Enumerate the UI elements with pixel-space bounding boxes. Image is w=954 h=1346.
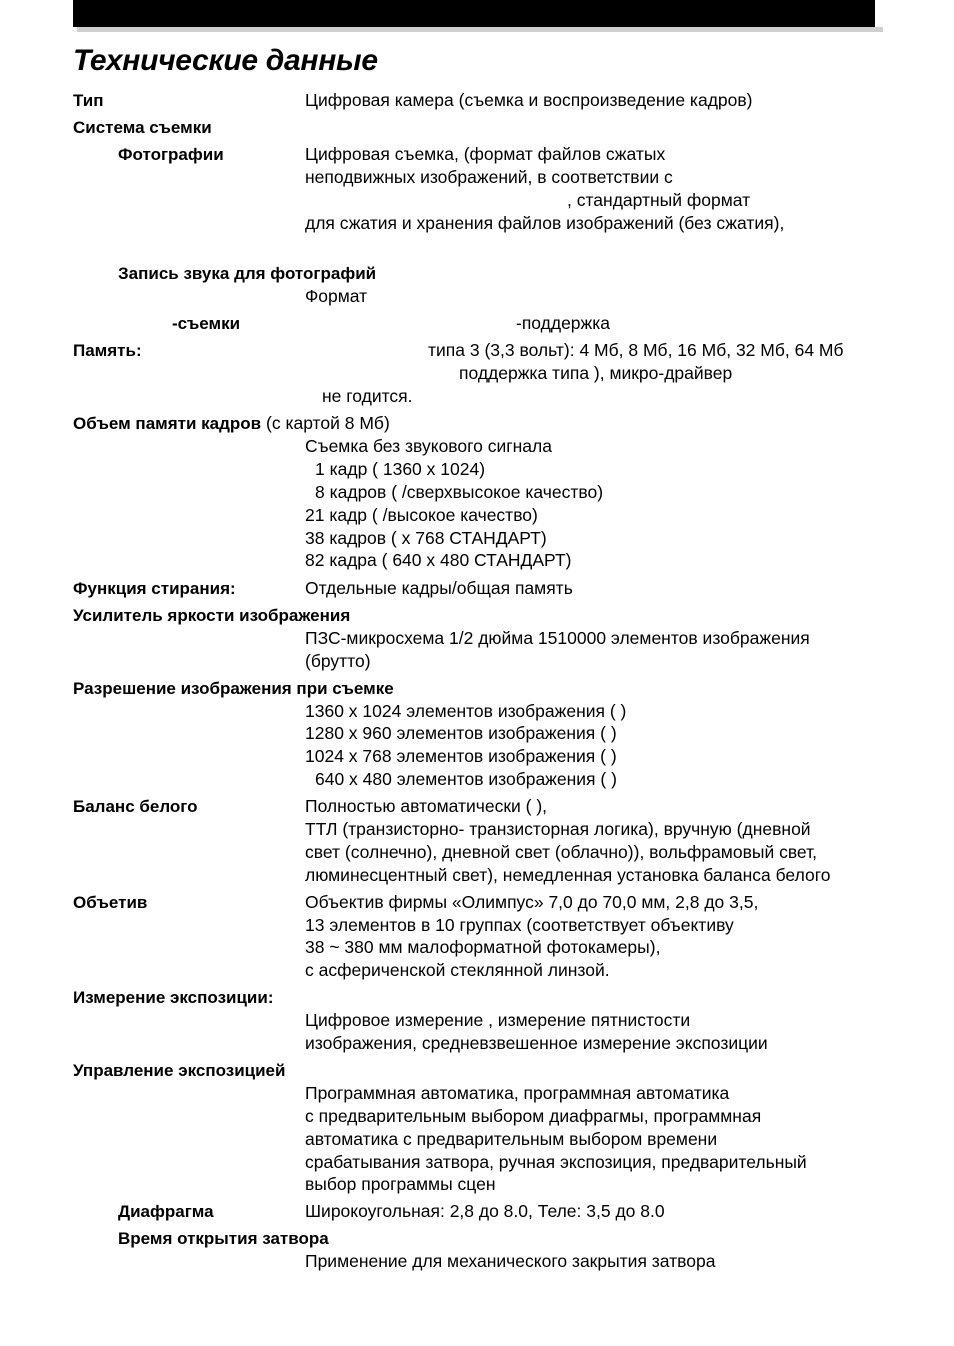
spec-value-memory-line: не годится. [322, 386, 413, 406]
spec-value-exposure-control-line: с предварительным выбором диафрагмы, программная [305, 1106, 762, 1126]
spec-value-lens-line: 38 ~ 380 мм малоформатной фотокамеры), [305, 937, 661, 957]
spec-value-capacity-line: Съемка без звукового сигнала [305, 436, 552, 456]
spec-value-capacity-line: 38 кадров ( x 768 СТАНДАРТ) [305, 528, 547, 548]
spec-label-white-balance: Баланс белого [73, 797, 198, 816]
spec-value-metering-line: Цифровое измерение , измерение пятнистости [305, 1010, 691, 1030]
spec-value-resolution-line: 640 x 480 элементов изображения ( ) [315, 769, 617, 789]
spec-value-lens-line: Объектив фирмы «Олимпус» 7,0 до 70,0 мм, 2,8 до 3,5, [305, 892, 759, 912]
spec-label-capacity: Объем памяти кадров [73, 414, 262, 433]
spec-value-photos-line: Цифровая съемка, (формат файлов сжатых [305, 144, 666, 164]
spec-label-shutter: Время открытия затвора [118, 1229, 329, 1248]
spec-label-metering: Измерение экспозиции: [73, 988, 274, 1007]
spec-value-aperture: Широкоугольная: 2,8 до 8.0, Теле: 3,5 до 8.0 [305, 1201, 665, 1221]
spec-value-shooting: -поддержка [516, 313, 611, 333]
header-bar [73, 0, 875, 27]
spec-label-erase: Функция стирания: [73, 579, 236, 598]
spec-value-resolution-line: 1360 x 1024 элементов изображения ( ) [305, 701, 627, 721]
spec-label-sound: Запись звука для фотографий [118, 264, 377, 283]
spec-label-memory: Память: [73, 341, 142, 360]
spec-value-metering-line: изображения, средневзвешенное измерение экспозиции [305, 1033, 768, 1053]
spec-label-type: Тип [73, 91, 104, 110]
spec-value-shutter: Применение для механического закрытия затвора [305, 1251, 716, 1271]
spec-label-recording-system: Система съемки [73, 118, 212, 137]
spec-label-lens: Объетив [73, 893, 148, 912]
spec-row-capacity [73, 412, 390, 435]
page-title: Технические данные [73, 44, 378, 77]
spec-value-photos-line: , стандартный формат [567, 190, 751, 210]
spec-value-memory-line: поддержка типа ), микро-драйвер [459, 363, 733, 383]
spec-value-exposure-control-line: автоматика с предварительным выбором времени [305, 1129, 718, 1149]
spec-value-capacity-line: 8 кадров ( /сверхвысокое качество) [315, 482, 604, 502]
spec-value-white-balance-line: Полностью автоматически ( ), [305, 796, 548, 816]
spec-value-lens-line: с асфериченской стеклянной линзой. [305, 960, 610, 980]
spec-value-image-sensor-line: ПЗС-микросхема 1/2 дюйма 1510000 элементов изображения [305, 628, 810, 648]
spec-label-image-sensor: Усилитель яркости изображения [73, 606, 351, 625]
spec-value-capacity-line: 82 кадра ( 640 x 480 СТАНДАРТ) [305, 550, 572, 570]
spec-value-white-balance-line: свет (солнечно), дневной свет (облачно)), вольфрамовый свет, [305, 842, 818, 862]
spec-value-exposure-control-line: выбор программы сцен [305, 1174, 496, 1194]
spec-label-photos: Фотографии [118, 145, 224, 164]
spec-value-resolution-line: 1024 x 768 элементов изображения ( ) [305, 746, 617, 766]
spec-value-type: Цифровая камера (съемка и воспроизведение кадров) [305, 90, 753, 110]
spec-value-lens-line: 13 элементов в 10 группах (соответствует объективу [305, 915, 734, 935]
spec-value-image-sensor-line: (брутто) [305, 651, 371, 671]
spec-value-resolution-line: 1280 x 960 элементов изображения ( ) [305, 723, 617, 743]
spec-value-sound: Формат [305, 286, 368, 306]
spec-value-photos-line: неподвижных изображений, в соответствии с [305, 167, 673, 187]
spec-value-memory-line: типа 3 (3,3 вольт): 4 Мб, 8 Мб, 16 Мб, 32 Мб, 64 Мб [428, 340, 844, 360]
spec-value-white-balance-line: ТТЛ (транзисторно- транзисторная логика), вручную (дневной [305, 819, 811, 839]
spec-value-white-balance-line: люминесцентный свет), немедленная установка баланса белого [305, 865, 831, 885]
header-bar-shadow [77, 27, 883, 32]
spec-label-shooting: -съемки [172, 314, 241, 333]
spec-label-exposure-control: Управление экспозицией [73, 1061, 286, 1080]
spec-label-aperture: Диафрагма [118, 1202, 214, 1221]
spec-value-erase: Отдельные кадры/общая память [305, 578, 573, 598]
spec-value-capacity-line: 21 кадр ( /высокое качество) [305, 505, 538, 525]
spec-value-exposure-control-line: Программная автоматика, программная автоматика [305, 1083, 730, 1103]
spec-value-capacity-line: 1 кадр ( 1360 x 1024) [315, 459, 486, 479]
spec-label-capacity-suffix: (с картой 8 Мб) [266, 413, 390, 433]
spec-value-exposure-control-line: срабатывания затвора, ручная экспозиция, предварительный [305, 1152, 807, 1172]
spec-value-photos-line: для сжатия и хранения файлов изображений (без сжатия), [305, 213, 785, 233]
spec-label-resolution: Разрешение изображения при съемке [73, 679, 394, 698]
